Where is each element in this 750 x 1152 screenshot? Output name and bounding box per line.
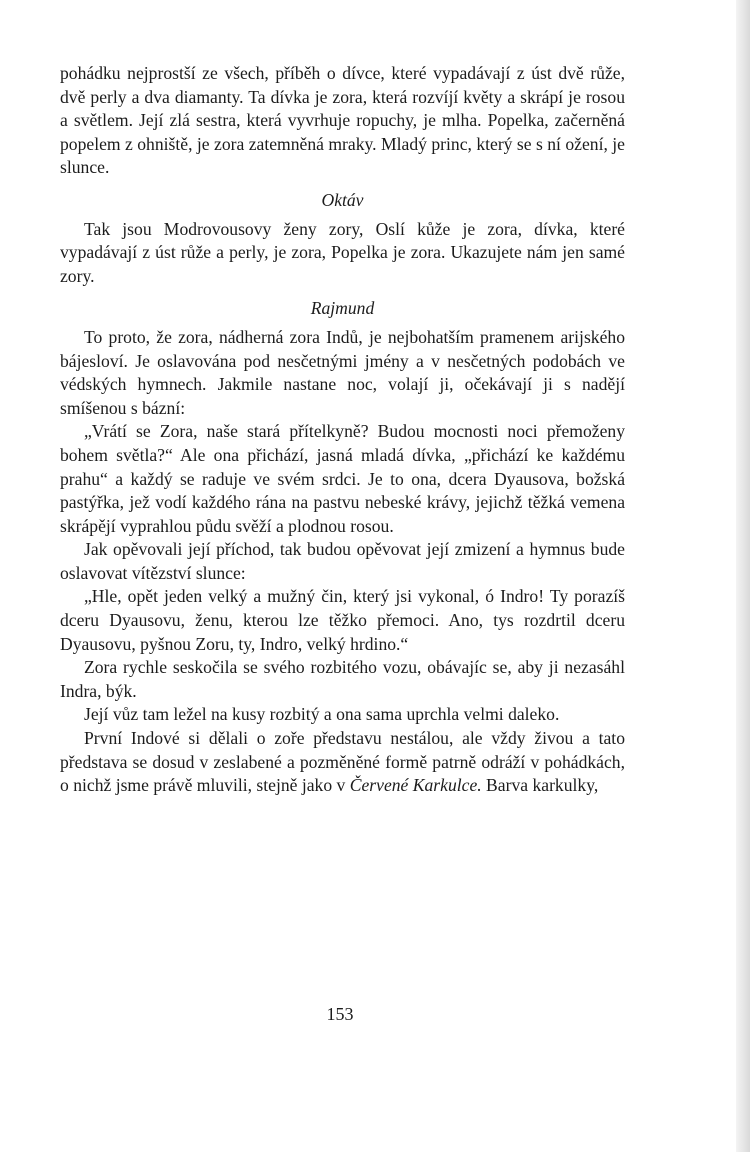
paragraph-2: Tak jsou Modrovousovy ženy zory, Oslí kůže je zora, dívka, které vypadávají z úst růže a perly, je zora, Popelka je zora. Ukazujete nám jen samé zory. (60, 218, 625, 286)
paragraph-9-text-after: Barva karkulky, (481, 775, 599, 796)
paragraph-6: „Hle, opět jeden velký a mužný čin, který jsi vykonal, ó Indro! Ty porazíš dceru Dyausovu, ženu, kterou lze těžko přemoci. Ano, tys rozdrtil dceru Dyausovu, pyšnou Zoru, ty, Indro, velký hrdino.“ (60, 586, 625, 654)
paragraph-7: Zora rychle seskočila se svého rozbitého vozu, obávajíc se, aby ji nezasáhl Indra, býk. (60, 657, 625, 701)
title-cervena-karkulka: Červené Karkulce. (349, 775, 482, 796)
paragraph-4: „Vrátí se Zora, naše stará přítelkyně? Budou mocnosti noci přemoženy bohem světla?“ Ale ona přichází, jasná mladá dívka, „přichází ke každému prahu“ a každý se raduje ve svém srdci. Je to ona, dcera Dyausova, božská pastýřka, jež vodí každého rána na pastvu nebeské krávy, jejichž těžká vemena skrápějí vyprahlou půdu svěží a plodnou rosou. (60, 421, 625, 536)
paragraph-9 (60, 727, 625, 798)
speaker-oktav: Oktáv (321, 189, 364, 210)
paragraph-8: Její vůz tam ležel na kusy rozbitý a ona sama uprchla velmi daleko. (84, 704, 560, 725)
page-body (60, 62, 625, 798)
paragraph-5: Jak opěvovali její příchod, tak budou opěvovat její zmizení a hymnus bude oslavovat vítězství slunce: (60, 539, 625, 583)
page-edge-shadow (736, 0, 750, 1152)
paragraph-9-text-before: První Indové si dělali o zoře představu nestálou, ale vždy živou a tato představa se dosud v zeslabené a pozměněné formě patrně odráží v pohádkách, o nichž jsme právě mluvili, stejně jako v (60, 728, 625, 796)
speaker-rajmund: Rajmund (310, 298, 375, 319)
page-number: 153 (326, 1004, 354, 1024)
paragraph-3: To proto, že zora, nádherná zora Indů, je nejbohatším pramenem arijského bájesloví. Je oslavována pod nesčetnými jmény a v nesčetných podobách ve védských hymnech. Jakmile nastane noc, volají ji, očekávají ji s nadějí smíšenou s bázní: (60, 326, 625, 418)
paragraph-1: pohádku nejprostší ze všech, příběh o dívce, které vypadávají z úst dvě růže, dvě perly a dva diamanty. Ta dívka je zora, která rozvíjí květy a skrápí je rosou a světlem. Její zlá sestra, která vyvrhuje ropuchy, je mlha. Popelka, začerněná popelem z ohniště, je zora zatemněná mraky. Mladý princ, který se s ní ožení, je slunce. (60, 63, 625, 178)
